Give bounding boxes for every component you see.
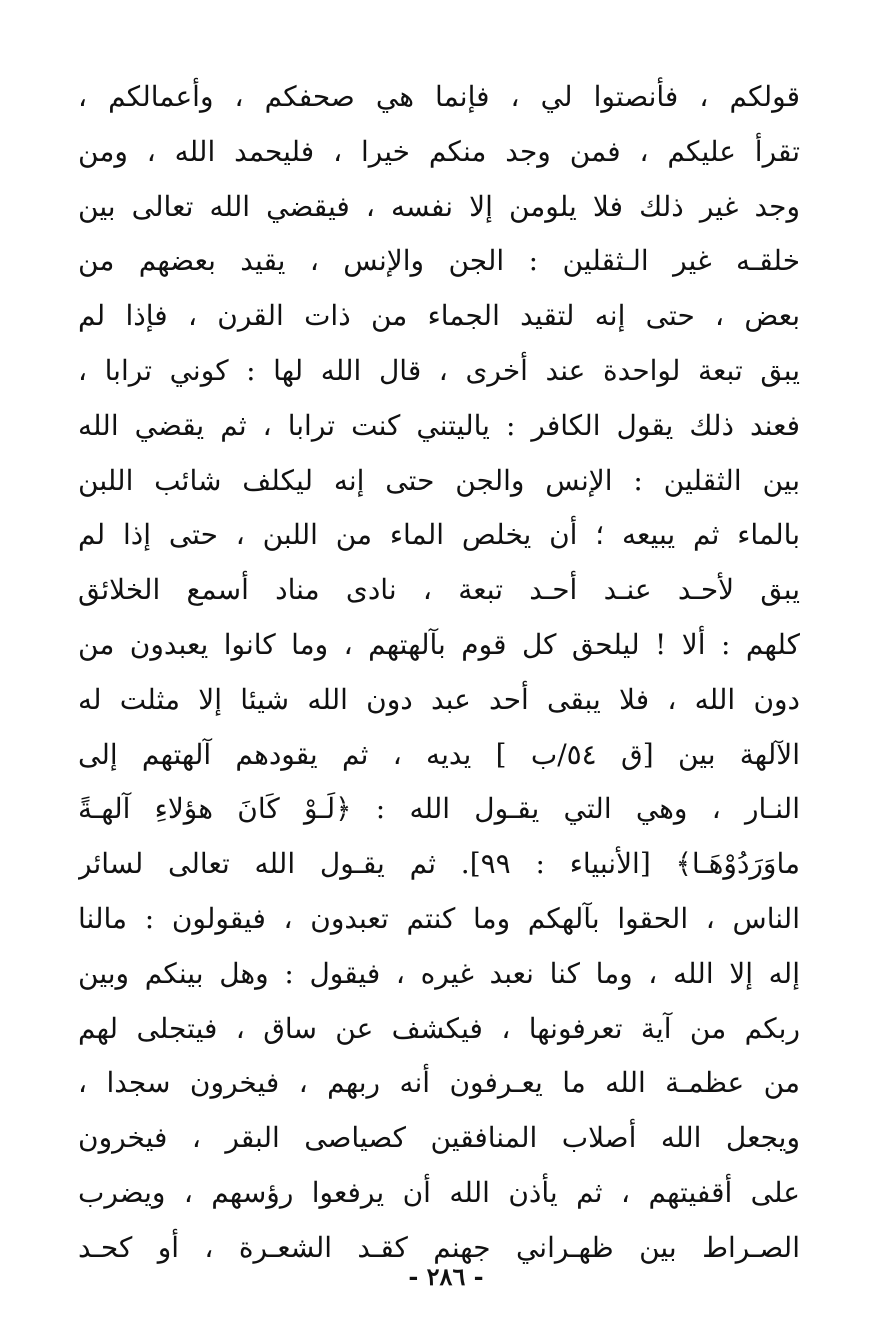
text-line: النـار ، وهي التي يقـول الله : ﴿لَـوْ كَانَ هؤلاءِ آلهـةً: [78, 792, 800, 826]
text-line: على أقفيتهم ، ثم يأذن الله أن يرفعوا رؤسهم ، ويضرب: [78, 1175, 800, 1209]
body-text: [78, 70, 800, 1276]
text-line: يبق لأحـد عنـد أحـد تبعة ، نادى مناد أسمع الخلائق: [78, 573, 800, 607]
text-line: بالماء ثم يبيعه ؛ أن يخلص الماء من اللبن ، حتى إذا لم: [78, 518, 800, 552]
text-line: يبق تبعة لواحدة عند أخرى ، قال الله لها : كوني ترابا ،: [78, 353, 800, 387]
text-line: قولكم ، فأنصتوا لي ، فإنما هي صحفكم ، وأعمالكم ،: [78, 80, 800, 113]
text-line: إله إلا الله ، وما كنا نعبد غيره ، فيقول : وهل بينكم وبين: [78, 956, 800, 990]
text-line: بين الثقلين : الإنس والجن حتى إنه ليكلف شائب اللبن: [78, 463, 800, 497]
text-line: ماوَرَدُوْهَـا﴾ [الأنبياء : ٩٩]. ثم يقـول الله تعالى لسائر: [78, 847, 800, 881]
text-line: فعند ذلك يقول الكافر : ياليتني كنت ترابا ، ثم يقضي الله: [78, 408, 800, 442]
text-line: بعض ، حتى إنه لتقيد الجماء من ذات القرن ، فإذا لم: [78, 299, 800, 333]
text-line: وجد غير ذلك فلا يلومن إلا نفسه ، فيقضي الله تعالى بين: [78, 189, 800, 223]
text-line: ربكم من آية تعرفونها ، فيكشف عن ساق ، فيتجلى لهم: [78, 1011, 800, 1045]
text-line: الصـراط بين ظهـراني جهنم كقـد الشعـرة ، أو كحـد: [78, 1230, 800, 1264]
page-number: - ٢٨٦ -: [408, 1262, 484, 1291]
text-line: دون الله ، فلا يبقى أحد عبد دون الله شيئا إلا مثلت له: [78, 682, 800, 716]
text-line: تقرأ عليكم ، فمن وجد منكم خيرا ، فليحمد الله ، ومن: [78, 134, 800, 168]
text-line: الناس ، الحقوا بآلهكم وما كنتم تعبدون ، فيقولون : مالنا: [78, 901, 800, 935]
text-line: من عظمـة الله ما يعـرفون أنه ربهم ، فيخرون سجدا ،: [78, 1066, 800, 1100]
text-line: الآلهة بين [ق ٥٤/ب ] يديه ، ثم يقودهم آلهتهم إلى: [78, 737, 800, 771]
text-line: خلقـه غير الـثقلين : الجن والإنس ، يقيد بعضهم من: [78, 244, 800, 278]
text-line: ويجعل الله أصلاب المنافقين كصياصى البقر ، فيخرون: [78, 1121, 800, 1155]
text-line: كلهم : ألا ! ليلحق كل قوم بآلهتهم ، وما كانوا يعبدون من: [78, 627, 800, 661]
